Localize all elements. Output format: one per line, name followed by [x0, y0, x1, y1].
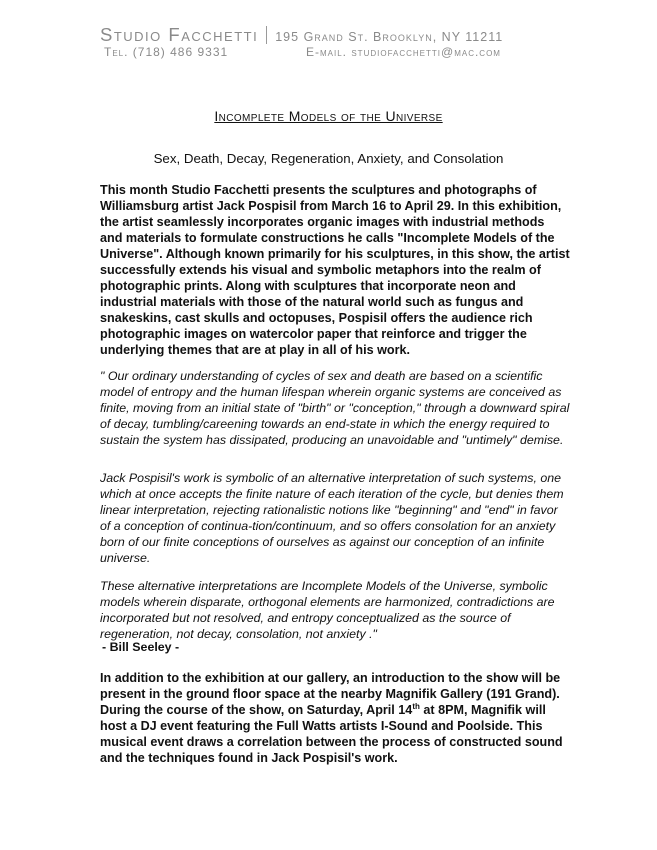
document-title: Incomplete Models of the Universe: [214, 108, 443, 124]
ordinal-suffix: th: [412, 701, 420, 711]
event-paragraph: [100, 670, 570, 766]
intro-paragraph: This month Studio Facchetti presents the sculptures and photographs of Williamsburg artist Jack Pospisil from March 16 to April 29. In this exhibition, the artist seamlessly incorporates organic images with industrial methods and materials to formulate constructions he calls "Incomplete Models of the Universe". Although known primarily for his sculptures, in this show, the artist successfully extends his visual and symbolic metaphors into the realm of photographic prints. Along with sculptures that incorporate neon and industrial materials with those of the natural world such as fungus and snakeskins, cast skulls and octopuses, Pospisil offers the audience rich photographic images on watercolor paper that reinforce and trigger the underlying themes that are at play in all of his work.: [100, 183, 570, 357]
event-paragraph-text-1: In addition to the exhibition at our gallery, an introduction to the show will be present in the ground floor space at the nearby Magnifik Gallery (191 Grand). During the course of the show, on Saturday, April 14: [100, 671, 561, 717]
studio-email: E-mail. studiofacchetti@mac.com: [306, 45, 501, 59]
quote-paragraph-3: These alternative interpretations are Incomplete Models of the Universe, symbolic models wherein disparate, orthogonal elements are harmonized, contradictions are incorporated but not resolved, and entropy conceptualized as the source of regeneration, not decay, consolation, not anxiety .": [100, 579, 555, 641]
quote-paragraph-1: " Our ordinary understanding of cycles of sex and death are based on a scientific model of entropy and the human lifespan wherein organic systems are conceived as finite, moving from an initial state of "birth" or "conception," through a downward spiral of decay, tumbling/careening towards an end-state in which the energy required to sustain the system has dissipated, producing an unavoidable and "untimely" demise.: [100, 369, 570, 447]
quote-signature: - Bill Seeley -: [102, 640, 180, 654]
event-paragraph-text-2: at 8PM, Magnifik will host a DJ event featuring the Full Watts artists I-Sound and Poolside. This musical event draws a correlation between the process of constructed sound and the techniques found in Jack Pospisil's work.: [100, 703, 563, 765]
letterhead: [100, 24, 570, 61]
quote-paragraph-2: Jack Pospisil's work is symbolic of an alternative interpretation of such systems, one which at once accepts the finite nature of each iteration of the cycle, but denies them linear interpretation, rejecting rationalistic notions like "beginning" and "end" in favor of a conception of continua-tion/continuum, and so offers consolation for an anxiety born of our finite conceptions of ourselves as against our conception of an infinite universe.: [100, 471, 564, 565]
document-subtitle: Sex, Death, Decay, Regeneration, Anxiety, and Consolation: [153, 151, 504, 166]
studio-telephone: Tel. (718) 486 9331: [104, 45, 229, 59]
studio-address: 195 Grand St. Brooklyn, NY 11211: [275, 30, 504, 44]
letterhead-divider: [266, 26, 267, 44]
studio-name: Studio Facchetti: [100, 24, 259, 45]
